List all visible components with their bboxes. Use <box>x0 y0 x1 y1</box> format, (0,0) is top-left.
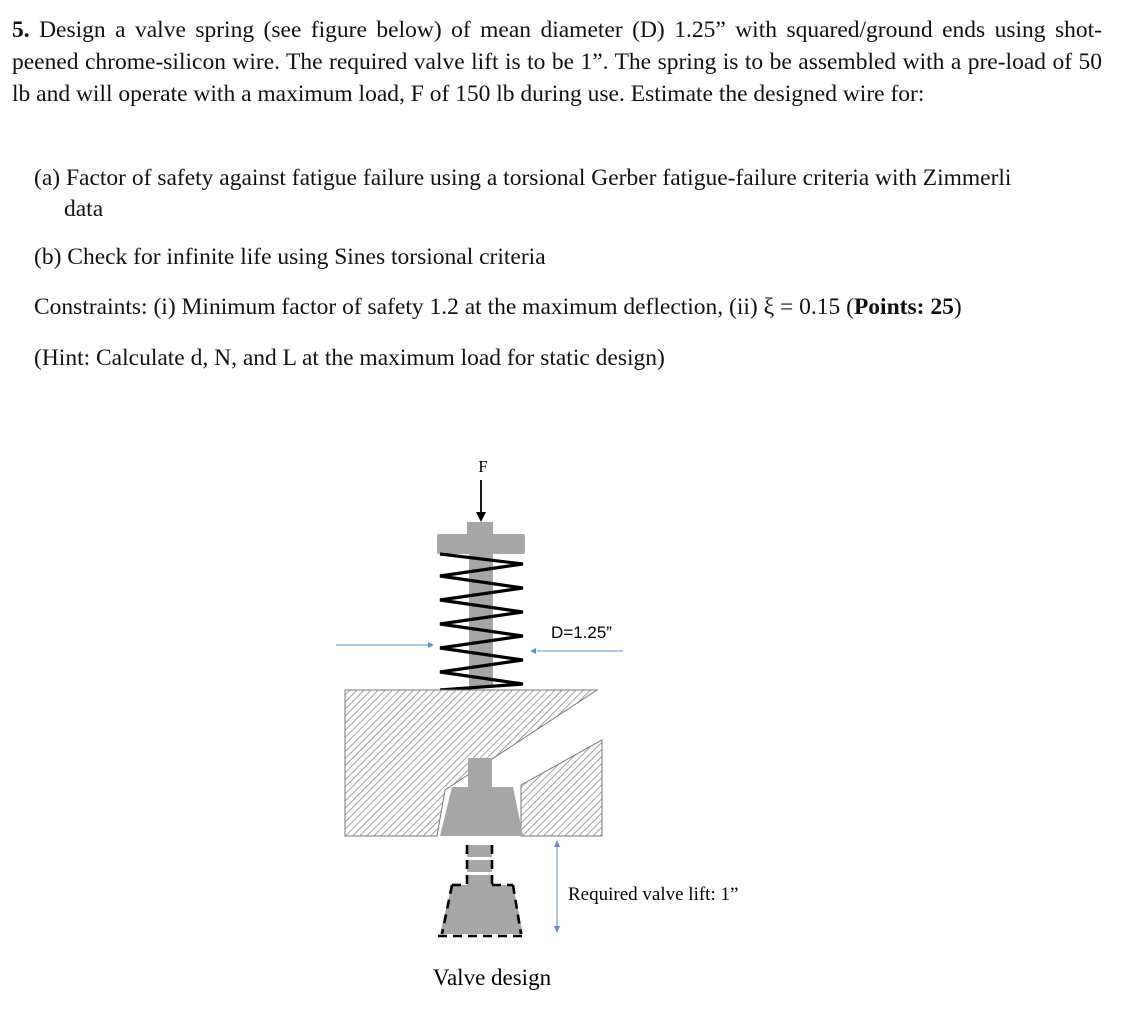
part-a-line1: (a) Factor of safety against fatigue failure using a torsional Gerber fatigue-failure criteria with Zimmerli <box>34 165 1012 191</box>
points-label: Points: 25 <box>853 294 954 320</box>
diameter-label: D=1.25” <box>551 623 612 642</box>
force-arrow <box>476 480 486 522</box>
hint: (Hint: Calculate d, N, and L at the maximum load for static design) <box>34 345 665 371</box>
problem-number: 5. <box>12 17 30 43</box>
valve-cap <box>437 534 525 554</box>
open-valve-outline <box>440 845 523 934</box>
force-label: F <box>478 457 488 476</box>
part-a-line2: data <box>64 196 104 222</box>
valve-stem-lower <box>468 758 492 788</box>
constraints-close: ) <box>953 294 962 320</box>
constraints-text: Constraints: (i) Minimum factor of safety 1.2 at the maximum deflection, (ii) ξ = 0.15 ( <box>34 294 854 320</box>
problem-text: Design a valve spring (see figure below) of mean diameter (D) 1.25” with squared/ground ends using shot-peened chrome-silicon wire. The required valve lift is to be 1”. The spring is to be assembled with a pre-load of 50 lb and will operate with a maximum load, F of 150 lb during use. Estimate the designed wire for: <box>12 17 1102 107</box>
figure-caption: Valve design <box>432 965 552 990</box>
part-b: (b) Check for infinite life using Sines torsional criteria <box>34 244 546 270</box>
valve-stem-top <box>467 522 493 536</box>
valve-head <box>440 787 523 836</box>
lift-label: Required valve lift: 1” <box>568 884 739 905</box>
lift-dimension <box>554 840 560 933</box>
valve-body-right <box>521 740 602 836</box>
